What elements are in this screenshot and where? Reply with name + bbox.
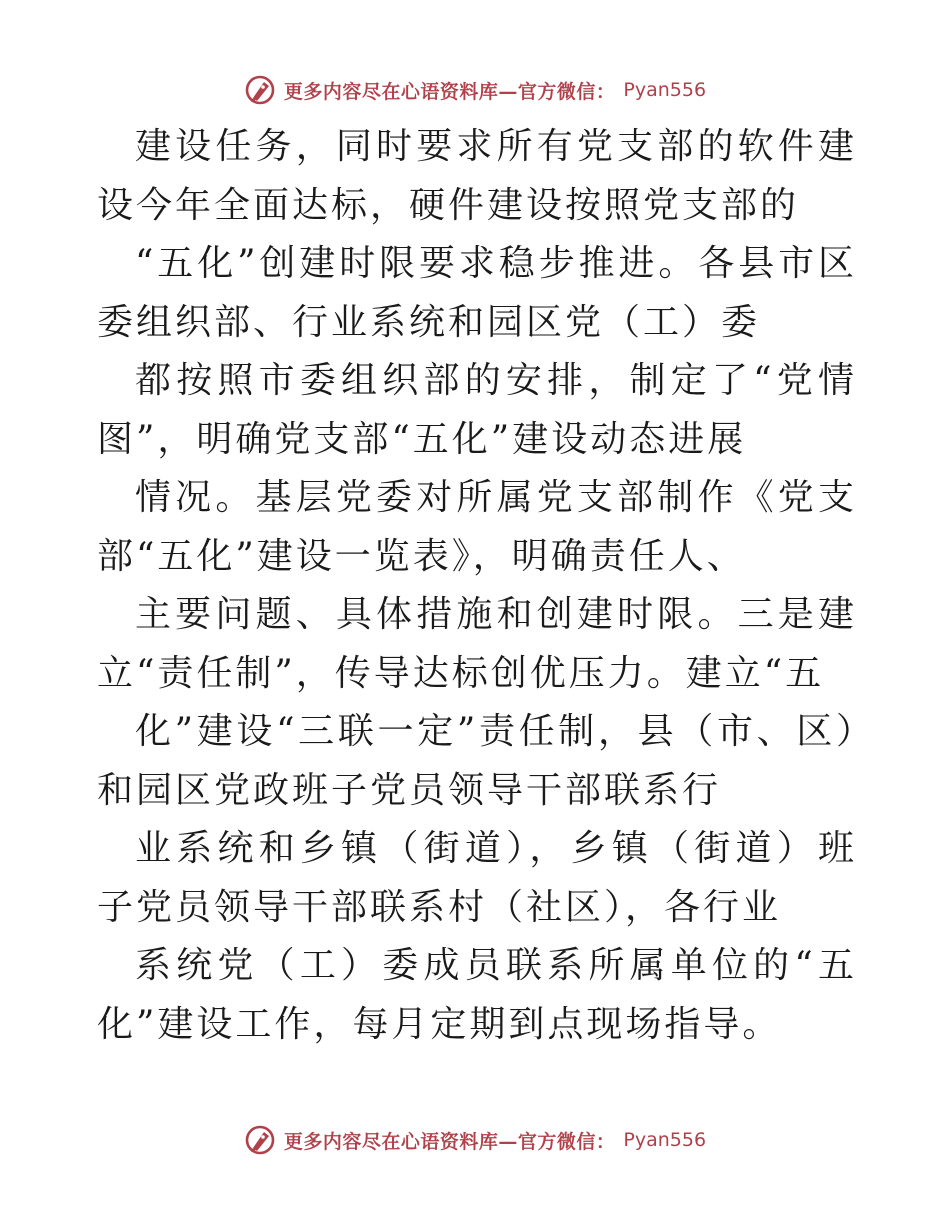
pen-nib-circle-icon — [244, 1124, 276, 1156]
paragraph: 建设任务，同时要求所有党支部的软件建设今年全面达标，硬件建设按照党支部的 — [97, 126, 857, 226]
footer-banner-text: 更多内容尽在心语资料库—官方微信： — [283, 1130, 616, 1153]
header-banner-wechat-id: Pyan556 — [623, 79, 707, 101]
document-body — [97, 118, 857, 1054]
paragraph: 化”建设“三联一定”责任制，县（市、区）和园区党政班子党员领导干部联系行 — [97, 711, 857, 811]
footer-banner — [0, 1120, 950, 1160]
paragraph: 主要问题、具体措施和创建时限。三是建立“责任制”，传导达标创优压力。建立“五 — [97, 594, 857, 694]
paragraph: 情况。基层党委对所属党支部制作《党支部“五化”建设一览表》，明确责任人、 — [97, 477, 857, 577]
header-banner — [0, 70, 950, 110]
header-banner-text: 更多内容尽在心语资料库—官方微信： — [283, 80, 616, 103]
pen-nib-circle-icon — [244, 74, 276, 106]
paragraph: “五化”创建时限要求稳步推进。各县市区委组织部、行业系统和园区党（工）委 — [97, 243, 857, 343]
footer-banner-wechat-id: Pyan556 — [623, 1129, 707, 1151]
paragraph: 都按照市委组织部的安排，制定了“党情图”，明确党支部“五化”建设动态进展 — [97, 360, 857, 460]
paragraph: 业系统和乡镇（街道），乡镇（街道）班子党员领导干部联系村（社区），各行业 — [97, 828, 857, 928]
paragraph: 系统党（工）委成员联系所属单位的“五化”建设工作，每月定期到点现场指导。 — [97, 945, 857, 1045]
